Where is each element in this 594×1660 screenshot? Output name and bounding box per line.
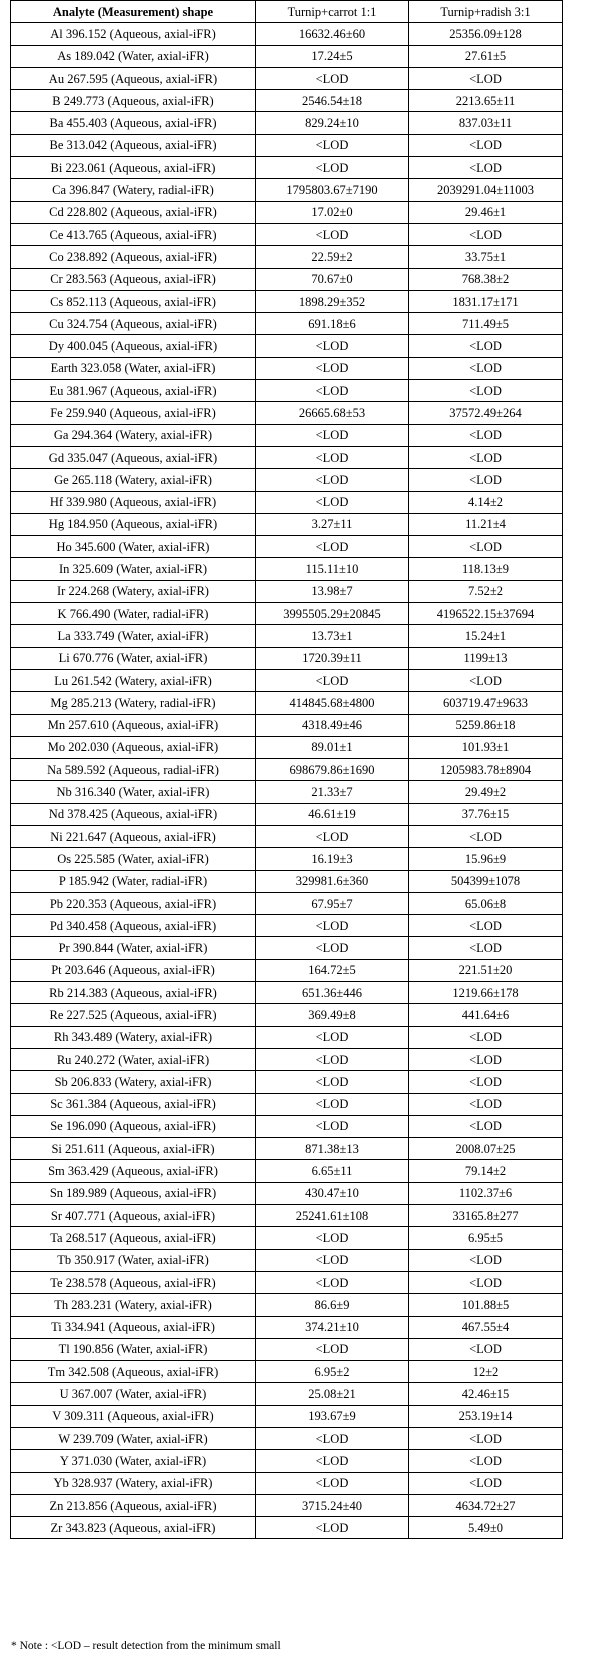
cell-turnip-carrot: 193.67±9 <box>256 1405 409 1427</box>
table-row <box>11 647 563 669</box>
header-row <box>11 1 563 23</box>
cell-turnip-radish: 6.95±5 <box>409 1227 563 1249</box>
cell-turnip-carrot: 6.95±2 <box>256 1361 409 1383</box>
cell-turnip-carrot: 698679.86±1690 <box>256 759 409 781</box>
cell-analyte: Nb 316.340 (Water, axial-iFR) <box>11 781 256 803</box>
cell-turnip-carrot: 329981.6±360 <box>256 870 409 892</box>
table-row <box>11 1205 563 1227</box>
cell-analyte: Eu 381.967 (Aqueous, axial-iFR) <box>11 380 256 402</box>
table-row <box>11 1294 563 1316</box>
cell-analyte: Rb 214.383 (Aqueous, axial-iFR) <box>11 982 256 1004</box>
table-row <box>11 1361 563 1383</box>
table-row <box>11 491 563 513</box>
cell-analyte: Ce 413.765 (Aqueous, axial-iFR) <box>11 223 256 245</box>
table-row <box>11 446 563 468</box>
cell-turnip-carrot: <LOD <box>256 1227 409 1249</box>
cell-analyte: Hf 339.980 (Aqueous, axial-iFR) <box>11 491 256 513</box>
cell-turnip-radish: 1199±13 <box>409 647 563 669</box>
cell-turnip-radish: 5.49±0 <box>409 1517 563 1539</box>
table-row <box>11 1004 563 1026</box>
cell-turnip-radish: 603719.47±9633 <box>409 692 563 714</box>
table-row <box>11 1249 563 1271</box>
cell-turnip-radish: 42.46±15 <box>409 1383 563 1405</box>
cell-turnip-carrot: <LOD <box>256 223 409 245</box>
table-row <box>11 959 563 981</box>
cell-turnip-radish: 837.03±11 <box>409 112 563 134</box>
cell-turnip-radish: <LOD <box>409 1093 563 1115</box>
cell-turnip-radish: 29.46±1 <box>409 201 563 223</box>
cell-turnip-radish: <LOD <box>409 937 563 959</box>
cell-turnip-carrot: <LOD <box>256 357 409 379</box>
cell-turnip-carrot: <LOD <box>256 669 409 691</box>
cell-turnip-carrot: 21.33±7 <box>256 781 409 803</box>
cell-turnip-radish: <LOD <box>409 1271 563 1293</box>
cell-analyte: Ta 268.517 (Aqueous, axial-iFR) <box>11 1227 256 1249</box>
cell-turnip-radish: 15.24±1 <box>409 625 563 647</box>
table-row <box>11 937 563 959</box>
header-analyte: Analyte (Measurement) shape <box>11 1 256 23</box>
cell-analyte: La 333.749 (Water, axial-iFR) <box>11 625 256 647</box>
cell-turnip-carrot: 691.18±6 <box>256 313 409 335</box>
cell-analyte: Lu 261.542 (Watery, axial-iFR) <box>11 669 256 691</box>
cell-analyte: In 325.609 (Water, axial-iFR) <box>11 558 256 580</box>
table-row <box>11 469 563 491</box>
cell-turnip-radish: 1102.37±6 <box>409 1182 563 1204</box>
cell-analyte: Al 396.152 (Aqueous, axial-iFR) <box>11 23 256 45</box>
cell-analyte: Os 225.585 (Water, axial-iFR) <box>11 848 256 870</box>
cell-analyte: Cr 283.563 (Aqueous, axial-iFR) <box>11 268 256 290</box>
cell-turnip-carrot: 13.73±1 <box>256 625 409 647</box>
table-row <box>11 513 563 535</box>
cell-analyte: K 766.490 (Water, radial-iFR) <box>11 603 256 625</box>
cell-turnip-radish: 768.38±2 <box>409 268 563 290</box>
cell-turnip-radish: 441.64±6 <box>409 1004 563 1026</box>
cell-turnip-carrot: <LOD <box>256 1517 409 1539</box>
cell-turnip-carrot: 16.19±3 <box>256 848 409 870</box>
table-row <box>11 201 563 223</box>
cell-turnip-radish: <LOD <box>409 915 563 937</box>
cell-turnip-carrot: <LOD <box>256 491 409 513</box>
cell-analyte: Earth 323.058 (Water, axial-iFR) <box>11 357 256 379</box>
cell-turnip-carrot: 6.65±11 <box>256 1160 409 1182</box>
cell-turnip-radish: <LOD <box>409 1249 563 1271</box>
table-row <box>11 313 563 335</box>
cell-turnip-radish: <LOD <box>409 67 563 89</box>
cell-turnip-carrot: <LOD <box>256 446 409 468</box>
cell-turnip-radish: 25356.09±128 <box>409 23 563 45</box>
header-turnip-carrot: Turnip+carrot 1:1 <box>256 1 409 23</box>
cell-turnip-carrot: 164.72±5 <box>256 959 409 981</box>
cell-turnip-radish: <LOD <box>409 1472 563 1494</box>
cell-analyte: Fe 259.940 (Aqueous, axial-iFR) <box>11 402 256 424</box>
cell-analyte: Sn 189.989 (Aqueous, axial-iFR) <box>11 1182 256 1204</box>
cell-turnip-radish: 101.88±5 <box>409 1294 563 1316</box>
cell-turnip-carrot: 1898.29±352 <box>256 290 409 312</box>
cell-analyte: Sb 206.833 (Watery, axial-iFR) <box>11 1071 256 1093</box>
cell-turnip-carrot: <LOD <box>256 1249 409 1271</box>
cell-turnip-carrot: 16632.46±60 <box>256 23 409 45</box>
cell-analyte: Ru 240.272 (Water, axial-iFR) <box>11 1048 256 1070</box>
cell-turnip-carrot: <LOD <box>256 380 409 402</box>
cell-analyte: Ca 396.847 (Watery, radial-iFR) <box>11 179 256 201</box>
cell-turnip-carrot: <LOD <box>256 1428 409 1450</box>
cell-turnip-carrot: <LOD <box>256 1450 409 1472</box>
cell-turnip-radish: 7.52±2 <box>409 580 563 602</box>
cell-analyte: Ge 265.118 (Watery, axial-iFR) <box>11 469 256 491</box>
cell-analyte: Be 313.042 (Aqueous, axial-iFR) <box>11 134 256 156</box>
cell-turnip-carrot: 369.49±8 <box>256 1004 409 1026</box>
cell-turnip-radish: <LOD <box>409 469 563 491</box>
table-row <box>11 759 563 781</box>
cell-turnip-radish: <LOD <box>409 536 563 558</box>
table-row <box>11 825 563 847</box>
table-row <box>11 380 563 402</box>
cell-analyte: Tb 350.917 (Water, axial-iFR) <box>11 1249 256 1271</box>
table-row <box>11 1138 563 1160</box>
cell-analyte: Hg 184.950 (Aqueous, axial-iFR) <box>11 513 256 535</box>
cell-analyte: Co 238.892 (Aqueous, axial-iFR) <box>11 246 256 268</box>
cell-turnip-carrot: <LOD <box>256 424 409 446</box>
cell-analyte: Ho 345.600 (Water, axial-iFR) <box>11 536 256 558</box>
cell-turnip-radish: <LOD <box>409 335 563 357</box>
cell-turnip-carrot: 25241.61±108 <box>256 1205 409 1227</box>
table-row <box>11 424 563 446</box>
cell-analyte: Pt 203.646 (Aqueous, axial-iFR) <box>11 959 256 981</box>
cell-turnip-carrot: 3.27±11 <box>256 513 409 535</box>
cell-analyte: Rh 343.489 (Watery, axial-iFR) <box>11 1026 256 1048</box>
cell-turnip-carrot: <LOD <box>256 1271 409 1293</box>
cell-analyte: W 239.709 (Water, axial-iFR) <box>11 1428 256 1450</box>
cell-turnip-radish: <LOD <box>409 134 563 156</box>
cell-analyte: Y 371.030 (Water, axial-iFR) <box>11 1450 256 1472</box>
cell-turnip-carrot: <LOD <box>256 1026 409 1048</box>
table-row <box>11 781 563 803</box>
cell-analyte: U 367.007 (Water, axial-iFR) <box>11 1383 256 1405</box>
cell-turnip-carrot: 414845.68±4800 <box>256 692 409 714</box>
table-row <box>11 536 563 558</box>
cell-analyte: Mg 285.213 (Watery, radial-iFR) <box>11 692 256 714</box>
cell-turnip-radish: 118.13±9 <box>409 558 563 580</box>
cell-analyte: Pb 220.353 (Aqueous, axial-iFR) <box>11 892 256 914</box>
table-row <box>11 1316 563 1338</box>
cell-turnip-radish: 467.55±4 <box>409 1316 563 1338</box>
cell-analyte: V 309.311 (Aqueous, axial-iFR) <box>11 1405 256 1427</box>
cell-turnip-radish: 37572.49±264 <box>409 402 563 424</box>
table-row <box>11 67 563 89</box>
cell-turnip-radish: 1831.17±171 <box>409 290 563 312</box>
cell-turnip-radish: 27.61±5 <box>409 45 563 67</box>
cell-analyte: Yb 328.937 (Watery, axial-iFR) <box>11 1472 256 1494</box>
cell-turnip-radish: 33.75±1 <box>409 246 563 268</box>
table-row <box>11 848 563 870</box>
cell-turnip-carrot: <LOD <box>256 134 409 156</box>
cell-turnip-carrot: 46.61±19 <box>256 803 409 825</box>
cell-turnip-radish: 1219.66±178 <box>409 982 563 1004</box>
cell-turnip-carrot: 3995505.29±20845 <box>256 603 409 625</box>
table-row <box>11 870 563 892</box>
cell-analyte: B 249.773 (Aqueous, axial-iFR) <box>11 90 256 112</box>
table-row <box>11 625 563 647</box>
cell-turnip-carrot: <LOD <box>256 1093 409 1115</box>
cell-turnip-carrot: 374.21±10 <box>256 1316 409 1338</box>
cell-turnip-carrot: <LOD <box>256 335 409 357</box>
cell-analyte: As 189.042 (Water, axial-iFR) <box>11 45 256 67</box>
table-row <box>11 1428 563 1450</box>
cell-analyte: Li 670.776 (Water, axial-iFR) <box>11 647 256 669</box>
cell-analyte: Ti 334.941 (Aqueous, axial-iFR) <box>11 1316 256 1338</box>
cell-turnip-radish: 12±2 <box>409 1361 563 1383</box>
cell-analyte: Zr 343.823 (Aqueous, axial-iFR) <box>11 1517 256 1539</box>
cell-turnip-radish: <LOD <box>409 669 563 691</box>
cell-analyte: Cs 852.113 (Aqueous, axial-iFR) <box>11 290 256 312</box>
cell-turnip-carrot: <LOD <box>256 825 409 847</box>
cell-turnip-radish: <LOD <box>409 1450 563 1472</box>
cell-analyte: P 185.942 (Water, radial-iFR) <box>11 870 256 892</box>
cell-turnip-radish: <LOD <box>409 157 563 179</box>
cell-turnip-radish: 1205983.78±8904 <box>409 759 563 781</box>
cell-analyte: Tm 342.508 (Aqueous, axial-iFR) <box>11 1361 256 1383</box>
cell-turnip-radish: 4634.72±27 <box>409 1494 563 1516</box>
table-row <box>11 1048 563 1070</box>
cell-analyte: Tl 190.856 (Water, axial-iFR) <box>11 1338 256 1360</box>
cell-turnip-radish: 33165.8±277 <box>409 1205 563 1227</box>
cell-analyte: Cd 228.802 (Aqueous, axial-iFR) <box>11 201 256 223</box>
cell-turnip-carrot: <LOD <box>256 536 409 558</box>
cell-turnip-radish: 29.49±2 <box>409 781 563 803</box>
cell-turnip-radish: <LOD <box>409 1115 563 1137</box>
cell-analyte: Pr 390.844 (Water, axial-iFR) <box>11 937 256 959</box>
table-body <box>11 23 563 1539</box>
cell-turnip-carrot: 22.59±2 <box>256 246 409 268</box>
cell-turnip-carrot: 67.95±7 <box>256 892 409 914</box>
cell-turnip-radish: 15.96±9 <box>409 848 563 870</box>
table-row <box>11 357 563 379</box>
cell-analyte: Nd 378.425 (Aqueous, axial-iFR) <box>11 803 256 825</box>
cell-turnip-radish: <LOD <box>409 446 563 468</box>
cell-analyte: Zn 213.856 (Aqueous, axial-iFR) <box>11 1494 256 1516</box>
cell-analyte: Sc 361.384 (Aqueous, axial-iFR) <box>11 1093 256 1115</box>
cell-analyte: Sm 363.429 (Aqueous, axial-iFR) <box>11 1160 256 1182</box>
cell-turnip-carrot: 3715.24±40 <box>256 1494 409 1516</box>
cell-turnip-carrot: 25.08±21 <box>256 1383 409 1405</box>
table-footnote: * Note : <LOD – result detection from the minimum small <box>11 1640 281 1652</box>
table-row <box>11 803 563 825</box>
cell-turnip-radish: 221.51±20 <box>409 959 563 981</box>
cell-analyte: Sr 407.771 (Aqueous, axial-iFR) <box>11 1205 256 1227</box>
cell-turnip-radish: <LOD <box>409 825 563 847</box>
cell-turnip-carrot: <LOD <box>256 469 409 491</box>
cell-turnip-radish: 2039291.04±11003 <box>409 179 563 201</box>
header-turnip-radish: Turnip+radish 3:1 <box>409 1 563 23</box>
cell-turnip-carrot: 1795803.67±7190 <box>256 179 409 201</box>
table-row <box>11 669 563 691</box>
table-row <box>11 1517 563 1539</box>
table-row <box>11 580 563 602</box>
table-row <box>11 23 563 45</box>
cell-analyte: Na 589.592 (Aqueous, radial-iFR) <box>11 759 256 781</box>
cell-turnip-radish: 253.19±14 <box>409 1405 563 1427</box>
table-row <box>11 692 563 714</box>
table-row <box>11 290 563 312</box>
results-table <box>10 0 563 1539</box>
table-row <box>11 736 563 758</box>
table-row <box>11 246 563 268</box>
cell-turnip-carrot: 829.24±10 <box>256 112 409 134</box>
cell-turnip-carrot: <LOD <box>256 1115 409 1137</box>
table-row <box>11 1450 563 1472</box>
table-row <box>11 1405 563 1427</box>
cell-turnip-radish: 79.14±2 <box>409 1160 563 1182</box>
table-row <box>11 1227 563 1249</box>
cell-turnip-carrot: 17.24±5 <box>256 45 409 67</box>
cell-analyte: Mo 202.030 (Aqueous, axial-iFR) <box>11 736 256 758</box>
table-row <box>11 134 563 156</box>
cell-turnip-carrot: <LOD <box>256 1071 409 1093</box>
cell-turnip-carrot: 871.38±13 <box>256 1138 409 1160</box>
table-row <box>11 1115 563 1137</box>
cell-turnip-radish: <LOD <box>409 1338 563 1360</box>
cell-analyte: Cu 324.754 (Aqueous, axial-iFR) <box>11 313 256 335</box>
cell-turnip-carrot: 26665.68±53 <box>256 402 409 424</box>
table-row <box>11 90 563 112</box>
cell-turnip-carrot: <LOD <box>256 1472 409 1494</box>
cell-turnip-carrot: 86.6±9 <box>256 1294 409 1316</box>
cell-turnip-carrot: 2546.54±18 <box>256 90 409 112</box>
cell-turnip-carrot: <LOD <box>256 157 409 179</box>
cell-analyte: Ba 455.403 (Aqueous, axial-iFR) <box>11 112 256 134</box>
table-header <box>11 1 563 23</box>
table-row <box>11 268 563 290</box>
cell-turnip-radish: <LOD <box>409 223 563 245</box>
cell-turnip-carrot: 70.67±0 <box>256 268 409 290</box>
table-row <box>11 915 563 937</box>
table-row <box>11 1071 563 1093</box>
cell-turnip-radish: <LOD <box>409 424 563 446</box>
table-row <box>11 558 563 580</box>
cell-turnip-carrot: 17.02±0 <box>256 201 409 223</box>
table-row <box>11 1383 563 1405</box>
cell-turnip-radish: 4196522.15±37694 <box>409 603 563 625</box>
cell-turnip-radish: 65.06±8 <box>409 892 563 914</box>
cell-turnip-radish: 5259.86±18 <box>409 714 563 736</box>
cell-turnip-radish: 11.21±4 <box>409 513 563 535</box>
table-row <box>11 714 563 736</box>
cell-turnip-radish: 2008.07±25 <box>409 1138 563 1160</box>
cell-turnip-radish: <LOD <box>409 1048 563 1070</box>
cell-turnip-radish: 504399±1078 <box>409 870 563 892</box>
cell-turnip-radish: 4.14±2 <box>409 491 563 513</box>
cell-analyte: Te 238.578 (Aqueous, axial-iFR) <box>11 1271 256 1293</box>
cell-turnip-carrot: <LOD <box>256 67 409 89</box>
cell-analyte: Pd 340.458 (Aqueous, axial-iFR) <box>11 915 256 937</box>
table-row <box>11 603 563 625</box>
table-row <box>11 335 563 357</box>
table-row <box>11 1093 563 1115</box>
cell-turnip-carrot: <LOD <box>256 1048 409 1070</box>
cell-turnip-radish: <LOD <box>409 1026 563 1048</box>
cell-turnip-carrot: <LOD <box>256 937 409 959</box>
cell-turnip-radish: 101.93±1 <box>409 736 563 758</box>
cell-turnip-radish: 2213.65±11 <box>409 90 563 112</box>
cell-analyte: Gd 335.047 (Aqueous, axial-iFR) <box>11 446 256 468</box>
cell-analyte: Bi 223.061 (Aqueous, axial-iFR) <box>11 157 256 179</box>
table-row <box>11 892 563 914</box>
cell-turnip-carrot: <LOD <box>256 1338 409 1360</box>
cell-analyte: Ga 294.364 (Watery, axial-iFR) <box>11 424 256 446</box>
cell-turnip-radish: 711.49±5 <box>409 313 563 335</box>
cell-turnip-radish: <LOD <box>409 357 563 379</box>
table-row <box>11 1271 563 1293</box>
cell-turnip-radish: <LOD <box>409 380 563 402</box>
cell-turnip-radish: <LOD <box>409 1428 563 1450</box>
cell-analyte: Se 196.090 (Aqueous, axial-iFR) <box>11 1115 256 1137</box>
cell-turnip-carrot: 430.47±10 <box>256 1182 409 1204</box>
cell-turnip-carrot: <LOD <box>256 915 409 937</box>
cell-turnip-carrot: 1720.39±11 <box>256 647 409 669</box>
cell-turnip-carrot: 4318.49±46 <box>256 714 409 736</box>
table-row <box>11 179 563 201</box>
table-row <box>11 45 563 67</box>
cell-turnip-radish: <LOD <box>409 1071 563 1093</box>
cell-turnip-carrot: 89.01±1 <box>256 736 409 758</box>
cell-turnip-carrot: 13.98±7 <box>256 580 409 602</box>
cell-analyte: Mn 257.610 (Aqueous, axial-iFR) <box>11 714 256 736</box>
cell-analyte: Dy 400.045 (Aqueous, axial-iFR) <box>11 335 256 357</box>
table-row <box>11 157 563 179</box>
table-row <box>11 1494 563 1516</box>
table-row <box>11 1472 563 1494</box>
table-row <box>11 1026 563 1048</box>
cell-turnip-carrot: 115.11±10 <box>256 558 409 580</box>
results-table-container <box>10 0 562 1539</box>
cell-analyte: Si 251.611 (Aqueous, axial-iFR) <box>11 1138 256 1160</box>
table-row <box>11 112 563 134</box>
cell-analyte: Ni 221.647 (Aqueous, axial-iFR) <box>11 825 256 847</box>
cell-analyte: Th 283.231 (Watery, axial-iFR) <box>11 1294 256 1316</box>
table-row <box>11 402 563 424</box>
cell-analyte: Re 227.525 (Aqueous, axial-iFR) <box>11 1004 256 1026</box>
cell-turnip-radish: 37.76±15 <box>409 803 563 825</box>
cell-analyte: Ir 224.268 (Watery, axial-iFR) <box>11 580 256 602</box>
table-row <box>11 1182 563 1204</box>
table-row <box>11 1338 563 1360</box>
table-row <box>11 982 563 1004</box>
table-row <box>11 1160 563 1182</box>
cell-analyte: Au 267.595 (Aqueous, axial-iFR) <box>11 67 256 89</box>
table-row <box>11 223 563 245</box>
cell-turnip-carrot: 651.36±446 <box>256 982 409 1004</box>
